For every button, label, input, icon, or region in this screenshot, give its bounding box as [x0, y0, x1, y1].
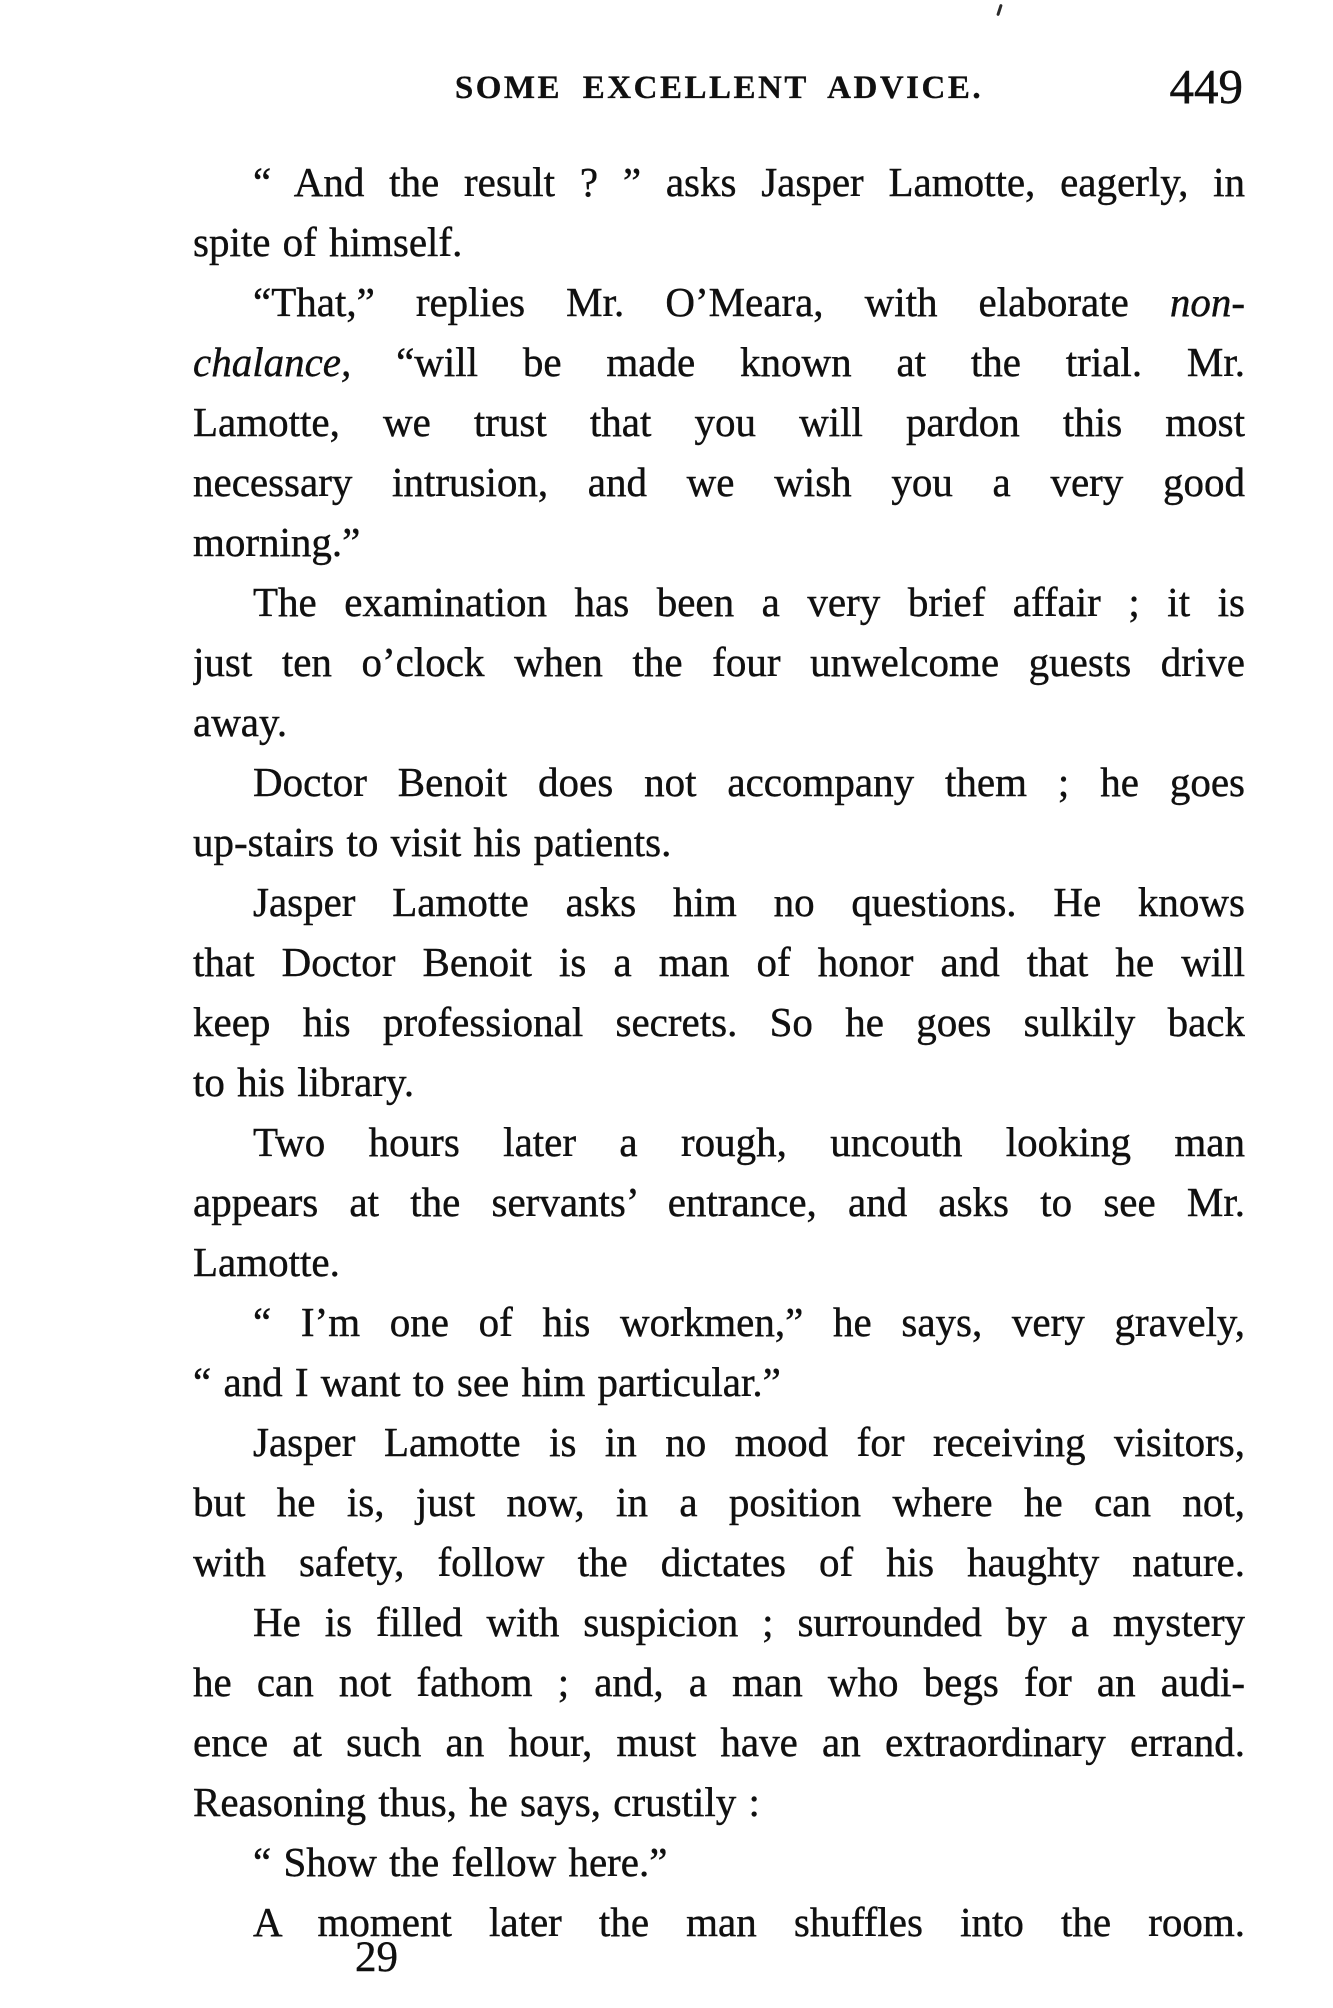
text-line [193, 1472, 1245, 1532]
text-run: appears at the servants’ entrance, and asks to see Mr. [193, 1179, 1245, 1225]
text-line [193, 932, 1245, 992]
text-line [193, 272, 1245, 332]
text-run: He is filled with suspicion ; surrounded by a mystery [253, 1599, 1245, 1645]
text-run: necessary intrusion, and we wish you a very good [193, 459, 1245, 505]
text-line [193, 1232, 1245, 1292]
text-run: but he is, just now, in a position where he can not, [193, 1479, 1245, 1525]
text-run: “That,” replies Mr. O’Meara, with elaborate [253, 279, 1170, 325]
text-line [193, 1592, 1245, 1652]
text-line [193, 212, 1245, 272]
text-line [193, 1712, 1245, 1772]
text-line [193, 332, 1245, 392]
text-run: The examination has been a very brief affair ; it is [253, 579, 1245, 625]
text-line [193, 752, 1245, 812]
text-run: he can not fathom ; and, a man who begs for an audi- [193, 1659, 1245, 1705]
text-run: ence at such an hour, must have an extraordinary errand. [193, 1719, 1245, 1765]
text-run: morning.” [193, 519, 361, 565]
text-run: spite of himself. [193, 219, 463, 265]
italic-text-run: chalance, [193, 339, 352, 385]
text-run: A moment later the man shuffles into the room. [253, 1899, 1245, 1945]
text-run: that Doctor Benoit is a man of honor and that he will [193, 939, 1245, 985]
text-run: “ and I want to see him particular.” [193, 1359, 781, 1405]
page-number: 449 [1169, 59, 1243, 114]
text-line [193, 512, 1245, 572]
text-run: just ten o’clock when the four unwelcome guests drive [193, 639, 1245, 685]
text-line [193, 452, 1245, 512]
text-line [193, 1772, 1245, 1832]
text-line [193, 1892, 1245, 1952]
text-run: “will be made known at the trial. Mr. [351, 339, 1245, 385]
text-line [193, 1832, 1245, 1892]
text-block [193, 0, 1245, 2008]
running-header [193, 59, 1245, 122]
text-run: up-stairs to visit his patients. [193, 819, 672, 865]
text-run: “ I’m one of his workmen,” he says, very gravely, [253, 1299, 1245, 1345]
text-line [193, 1532, 1245, 1592]
text-run: keep his professional secrets. So he goes sulkily back [193, 999, 1245, 1045]
text-run: “ And the result ? ” asks Jasper Lamotte, eagerly, in [253, 159, 1245, 205]
text-line [193, 872, 1245, 932]
text-line [193, 1172, 1245, 1232]
text-line [193, 1352, 1245, 1412]
text-run: “ Show the fellow here.” [253, 1839, 668, 1885]
text-run: to his library. [193, 1059, 415, 1105]
text-line [193, 572, 1245, 632]
text-run: Lamotte, we trust that you will pardon this most [193, 399, 1245, 445]
text-run: Doctor Benoit does not accompany them ; he goes [253, 759, 1245, 805]
text-line [193, 632, 1245, 692]
text-line [193, 1652, 1245, 1712]
text-line [193, 1412, 1245, 1472]
text-line [193, 1052, 1245, 1112]
text-line [193, 152, 1245, 212]
text-line [193, 1292, 1245, 1352]
body-text [193, 152, 1245, 1952]
text-line [193, 992, 1245, 1052]
text-line [193, 392, 1245, 452]
text-run: Jasper Lamotte is in no mood for receiving visitors, [253, 1419, 1245, 1465]
signature-mark: 29 [355, 1934, 398, 1981]
italic-text-run: non- [1169, 279, 1245, 325]
text-run: Jasper Lamotte asks him no questions. He knows [253, 879, 1245, 925]
text-run: Two hours later a rough, uncouth looking man [253, 1119, 1245, 1165]
text-run: with safety, follow the dictates of his haughty nature. [193, 1539, 1245, 1585]
chapter-running-title: SOME EXCELLENT ADVICE. [454, 70, 984, 106]
text-line [193, 1112, 1245, 1172]
text-line [193, 812, 1245, 872]
text-run: away. [193, 699, 288, 745]
text-run: Reasoning thus, he says, crustily : [193, 1779, 760, 1825]
text-run: Lamotte. [193, 1239, 340, 1285]
text-line [193, 692, 1245, 752]
